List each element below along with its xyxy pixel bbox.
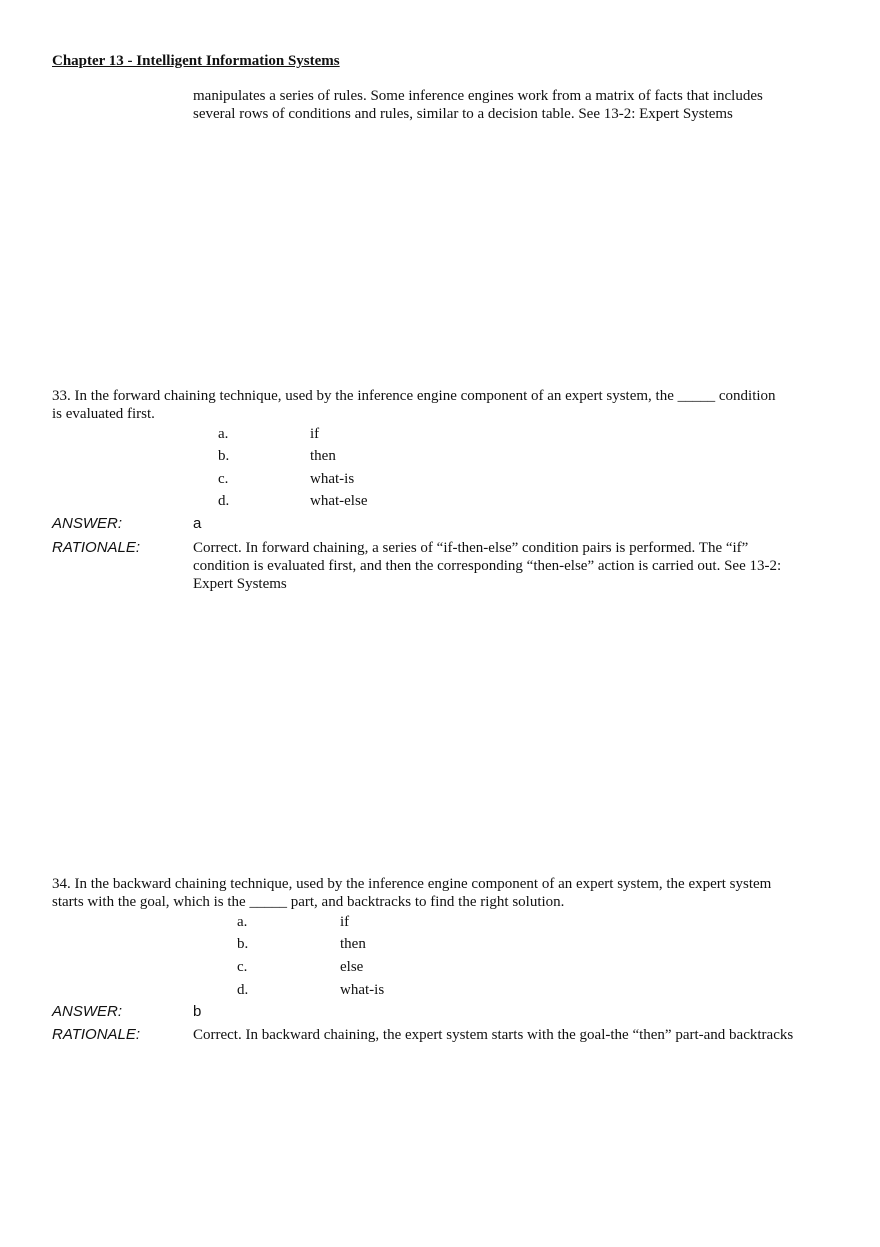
q34-option-b-letter: b.: [237, 936, 249, 952]
q34-rationale-line-1: Correct. In backward chaining, the expert system starts with the goal-the “then” part-and backtracks: [193, 1027, 794, 1043]
intro-line-2: several rows of conditions and rules, similar to a decision table. See 13-2: Expert Systems: [193, 106, 733, 122]
q33-option-d-letter: d.: [218, 493, 230, 509]
q33-option-c-text: what-is: [310, 471, 355, 487]
q33-option-c-letter: c.: [218, 471, 229, 487]
q33-text-line-1: 33. In the forward chaining technique, used by the inference engine component of an expert system, the _____ condition: [52, 388, 776, 404]
q34-answer-value: b: [193, 1003, 202, 1020]
q34-rationale-label: RATIONALE:: [52, 1026, 141, 1043]
q33-answer-value: a: [193, 515, 202, 532]
q33-rationale-line-3: Expert Systems: [193, 576, 287, 592]
q33-answer-label: ANSWER:: [52, 515, 123, 532]
chapter-title: Chapter 13 - Intelligent Information Systems: [52, 53, 340, 69]
q33-rationale-line-2: condition is evaluated first, and then the corresponding “then-else” action is carried out. See 13-2:: [193, 558, 782, 574]
q34-option-a-letter: a.: [237, 914, 248, 930]
q34-text-line-1: 34. In the backward chaining technique, used by the inference engine component of an expert system, the expert system: [52, 876, 772, 892]
q33-option-a-letter: a.: [218, 426, 229, 442]
q33-text-line-2: is evaluated first.: [52, 406, 155, 422]
q34-option-c-letter: c.: [237, 959, 248, 975]
q33-rationale-label: RATIONALE:: [52, 539, 141, 556]
q34-option-a-text: if: [340, 914, 350, 930]
intro-line-1: manipulates a series of rules. Some inference engines work from a matrix of facts that includes: [193, 88, 763, 104]
q33-option-a-text: if: [310, 426, 320, 442]
q34-option-d-text: what-is: [340, 982, 385, 998]
q34-option-c-text: else: [340, 959, 364, 975]
q33-option-b-letter: b.: [218, 448, 230, 464]
q33-option-b-text: then: [310, 448, 336, 464]
q33-option-d-text: what-else: [310, 493, 368, 509]
q34-option-d-letter: d.: [237, 982, 249, 998]
q33-rationale-line-1: Correct. In forward chaining, a series of “if-then-else” condition pairs is performed. The “if”: [193, 540, 749, 556]
q34-text-line-2: starts with the goal, which is the _____ part, and backtracks to find the right solution.: [52, 894, 565, 910]
q34-answer-label: ANSWER:: [52, 1003, 123, 1020]
q34-option-b-text: then: [340, 936, 366, 952]
